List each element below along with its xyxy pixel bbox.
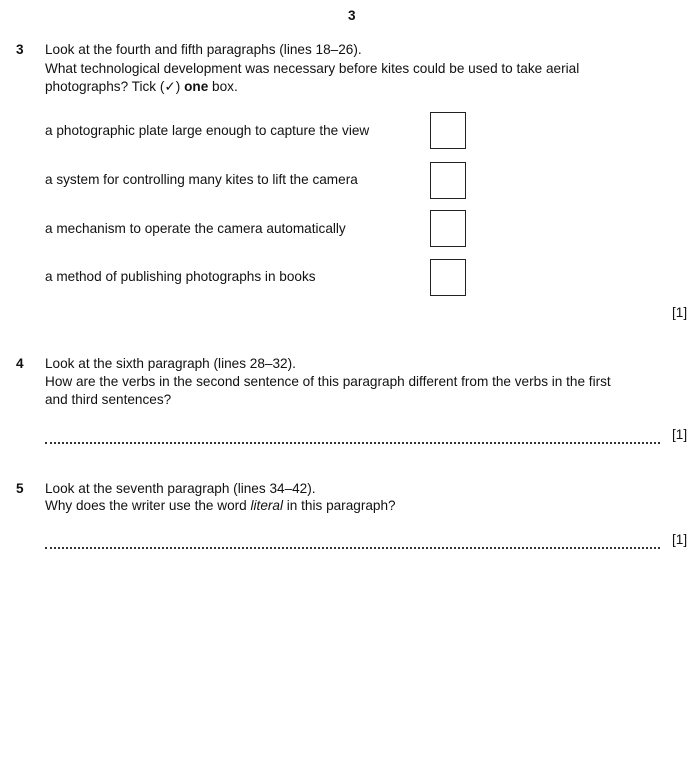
question-4-text-line1: Look at the sixth paragraph (lines 28–32). [45,356,296,371]
question-3-instruction-end: box. [208,79,238,94]
option-label: a photographic plate large enough to capture the view [45,123,370,138]
question-3-instruction-bold: one [184,79,209,94]
question-5-text-line1: Look at the seventh paragraph (lines 34–42). [45,481,316,496]
question-5-text-end: in this paragraph? [283,498,396,513]
option-label: a mechanism to operate the camera automatically [45,221,346,236]
question-4-marks: [1] [672,427,688,442]
question-4-text-line3: and third sentences? [45,392,172,407]
option-checkbox[interactable] [430,259,466,296]
option-checkbox[interactable] [430,162,466,199]
question-3-number: 3 [16,42,24,57]
question-5-answer-line[interactable] [45,547,660,549]
option-checkbox[interactable] [430,112,466,149]
question-5-marks: [1] [672,532,688,547]
question-4-number: 4 [16,356,24,371]
question-4-text-line2: How are the verbs in the second sentence of this paragraph different from the verbs in the first [45,374,611,389]
question-5-text-start: Why does the writer use the word [45,498,251,513]
question-5-text-line2 [45,497,396,515]
option-checkbox[interactable] [430,210,466,247]
question-3-text-line2: What technological development was necessary before kites could be used to take aerial [45,61,580,76]
page-number: 3 [348,8,356,23]
option-label: a method of publishing photographs in books [45,269,316,284]
option-label: a system for controlling many kites to lift the camera [45,172,358,187]
question-3-text-line3 [45,78,238,96]
question-4-answer-line[interactable] [45,442,660,444]
question-5-italic-word: literal [250,498,283,513]
question-5-number: 5 [16,481,24,496]
question-3-text-line1: Look at the fourth and fifth paragraphs (lines 18–26). [45,42,362,57]
question-3-marks: [1] [672,305,688,320]
question-3-instruction: photographs? Tick (✓) [45,79,185,94]
